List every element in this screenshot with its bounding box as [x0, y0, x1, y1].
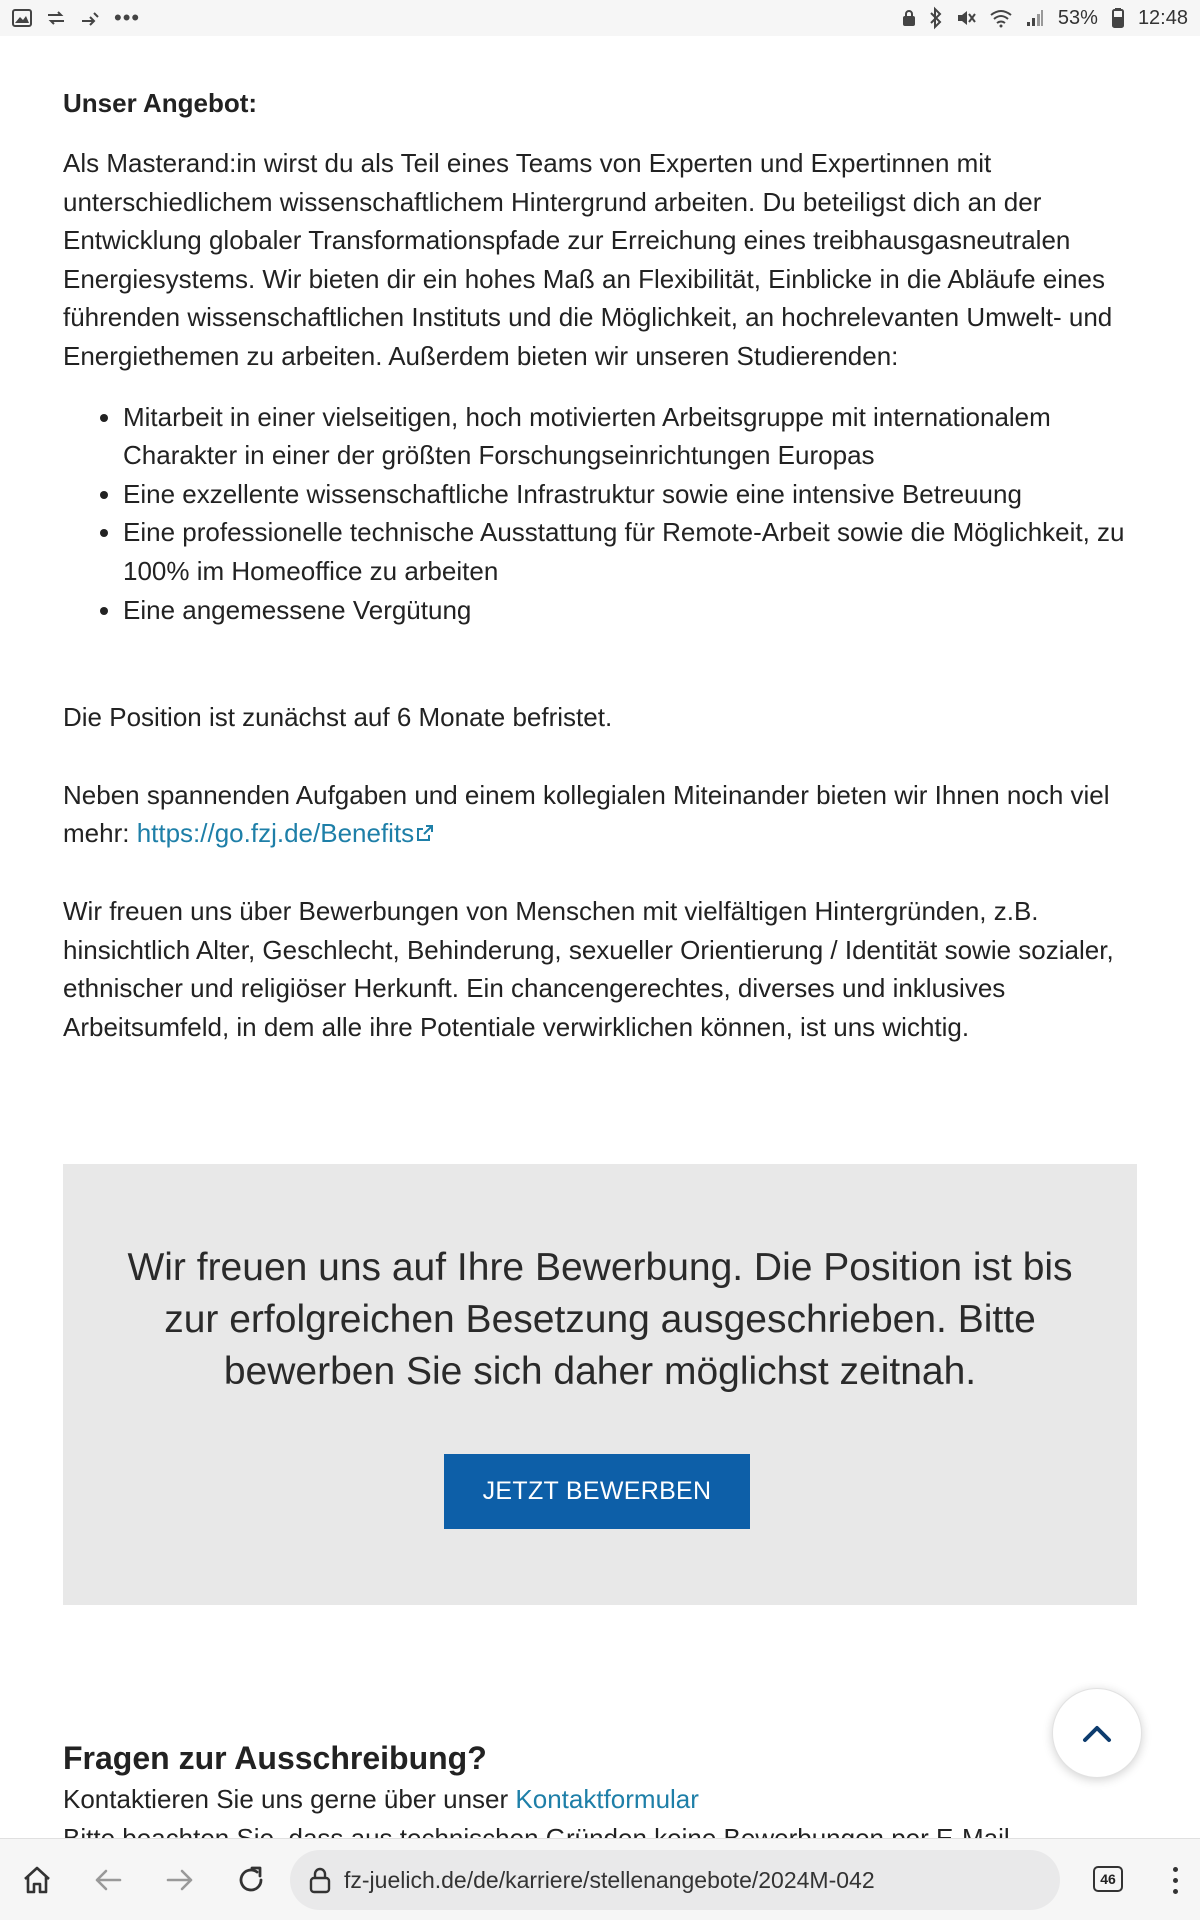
benefits-paragraph	[63, 776, 1138, 853]
contact-paragraph	[63, 1780, 1138, 1819]
browser-toolbar	[0, 1838, 1200, 1920]
signal-icon	[1026, 9, 1044, 27]
wifi-icon	[990, 9, 1012, 27]
menu-dot-icon	[1173, 1867, 1178, 1872]
reload-button[interactable]	[229, 1858, 273, 1902]
list-item: • Eine professionelle technische Ausstattung für Remote-Arbeit sowie die Möglichkeit, zu 100% im Homeoffice zu arbeiten	[123, 513, 1138, 590]
transfer-icon	[46, 9, 66, 27]
status-bar	[0, 0, 1200, 36]
position-duration-note: Die Position ist zunächst auf 6 Monate befristet.	[63, 702, 613, 733]
list-item: • Eine angemessene Vergütung	[123, 591, 1138, 630]
list-item: • Mitarbeit in einer vielseitigen, hoch motivierten Arbeitsgruppe mit internationalem Charakter in einer der größten Forschungseinrichtungen Europas	[123, 398, 1138, 475]
questions-title: Fragen zur Ausschreibung?	[63, 1740, 487, 1776]
diversity-paragraph: Wir freuen uns über Bewerbungen von Menschen mit vielfältigen Hintergründen, z.B. hinsichtlich Alter, Geschlecht, Behinderung, sexueller Orientierung / Identität sowie sozialer, ethnischer und religiöser Herkunft. Ein chancengerechtes, diverses und inklusives Arbeitsumfeld, in dem alle ihre Potentiale verwirklichen können, ist uns wichtig.	[63, 895, 1114, 1042]
list-item: • Eine exzellente wissenschaftliche Infrastruktur sowie eine intensive Betreuung	[123, 475, 1138, 514]
reload-icon	[235, 1864, 267, 1896]
url-text[interactable]: fz-juelich.de/de/karriere/stellenangebote/2024M-042	[344, 1866, 875, 1893]
battery-icon	[1112, 8, 1124, 28]
menu-dot-icon	[1173, 1878, 1178, 1883]
more-menu-button[interactable]	[1160, 1858, 1190, 1902]
benefits-link[interactable]	[137, 818, 434, 848]
contact-text: Kontaktieren Sie uns gerne über unser	[63, 1784, 516, 1814]
benefits-list	[63, 398, 1138, 630]
home-button[interactable]	[15, 1858, 59, 1902]
missed-call-icon	[80, 9, 100, 27]
gallery-notification-icon	[12, 9, 32, 27]
status-bar-left	[12, 5, 140, 31]
status-bar-right	[902, 7, 1188, 30]
cta-text: Wir freuen uns auf Ihre Bewerbung. Die Position ist bis zur erfolgreichen Besetzung ausgeschrieben. Bitte bewerben Sie sich daher möglichst zeitnah.	[127, 1246, 1073, 1393]
clock: 12:48	[1137, 6, 1188, 29]
benefits-text: Neben spannenden Aufgaben und einem kollegialen Miteinander bieten wir Ihnen noch viel mehr:	[63, 779, 1110, 849]
external-link-icon	[417, 825, 433, 841]
section-title: Unser Angebot:	[63, 88, 258, 118]
forward-button[interactable]	[158, 1858, 202, 1902]
tabs-button[interactable]: 46	[1093, 1866, 1123, 1892]
cutoff-text	[63, 1819, 1138, 1837]
more-notifications-icon: •••	[114, 5, 141, 30]
apply-now-button[interactable]: JETZT BEWERBEN	[444, 1454, 750, 1529]
lock-icon	[902, 9, 916, 27]
lock-icon	[308, 1866, 332, 1894]
benefits-link-text[interactable]: https://go.fzj.de/Benefits	[136, 818, 415, 849]
battery-percent: 53%	[1057, 6, 1098, 29]
mute-icon	[956, 9, 976, 27]
contact-form-link[interactable]: Kontaktformular	[515, 1784, 699, 1814]
job-offer-section	[63, 36, 1138, 1046]
intro-paragraph: Als Masterand:in wirst du als Teil eines Teams von Experten und Expertinnen mit unterschiedlichem wissenschaftlichem Hintergrund arbeiten. Du beteiligst dich an der Entwicklung globaler Transformationspfade zur Erreichung eines treibhausgasneutralen Energiesystems. Wir bieten dir ein hohes Maß an Flexibilität, Einblicke in die Abläufe eines führenden wissenschaftlichen Instituts und die Möglichkeit, an hochrelevanten Umwelt- und Energiethemen zu arbeiten. Außerdem bieten wir unseren Studierenden:	[63, 148, 1113, 371]
address-bar[interactable]	[290, 1850, 1060, 1910]
arrow-left-icon	[92, 1864, 124, 1896]
questions-section	[63, 1736, 1138, 1837]
home-icon	[21, 1864, 53, 1896]
bluetooth-icon	[930, 8, 942, 28]
menu-dot-icon	[1173, 1889, 1178, 1894]
back-button[interactable]	[86, 1858, 130, 1902]
application-cta-box	[63, 1164, 1137, 1605]
arrow-right-icon	[164, 1864, 196, 1896]
